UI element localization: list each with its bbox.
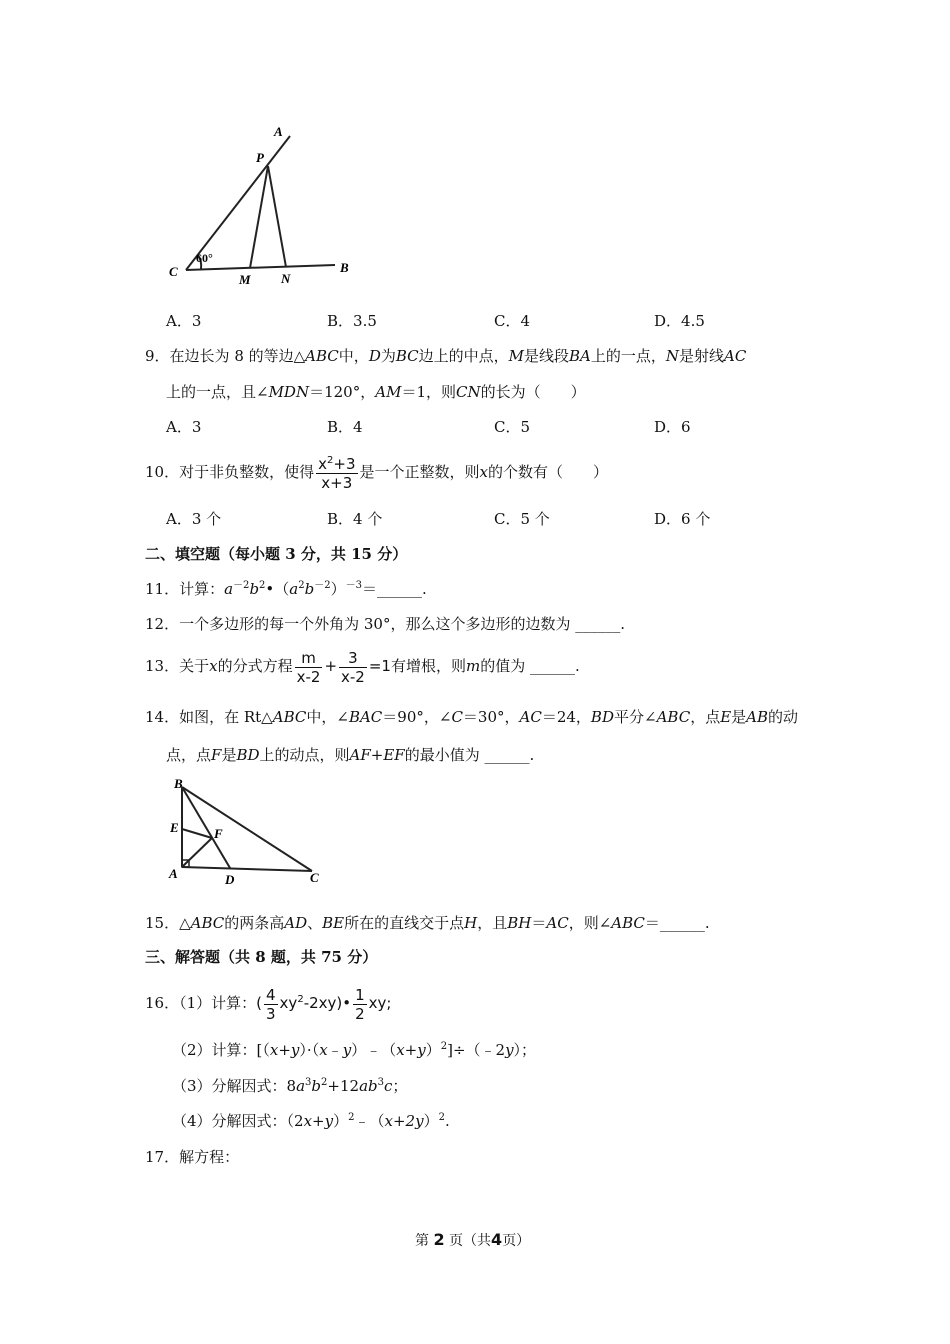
q16-var: x+y xyxy=(303,1112,334,1130)
line-cb xyxy=(186,265,335,270)
q10-num-rest: +3 xyxy=(333,454,356,473)
q16-sup: 3 xyxy=(377,1077,384,1088)
q16-text: （2）计算：[（ xyxy=(172,1041,270,1059)
label-c: C xyxy=(169,264,178,279)
q14-text: ＝30°， xyxy=(462,708,520,726)
q16-text: ）·（ xyxy=(299,1041,320,1059)
q10-var: x xyxy=(479,463,488,481)
q9-text: 为 xyxy=(380,347,396,365)
q10-frac-numerator xyxy=(316,455,357,474)
q13-plus: + xyxy=(324,657,338,675)
q13-var: x xyxy=(209,657,218,675)
q15-text: 所在的直线交于点 xyxy=(344,914,465,932)
q16-text: ]÷（﹣2 xyxy=(447,1041,506,1059)
q13-frac1-numerator: m xyxy=(295,649,323,668)
q9-number: 9． xyxy=(145,347,170,365)
q16-expr: -2xy xyxy=(303,994,337,1012)
q13-frac2-denominator: x-2 xyxy=(341,667,365,686)
q15-line xyxy=(145,913,710,933)
q13-var: m xyxy=(466,657,481,675)
q16-text: ； xyxy=(392,1077,408,1095)
q9-text: 是射线 xyxy=(679,347,725,365)
q15-var: H xyxy=(464,914,478,932)
q9-text: 上的一点，且∠ xyxy=(166,383,269,401)
q16-frac2-numerator: 1 xyxy=(355,985,365,1004)
q14-text: 是 xyxy=(221,746,237,764)
q16-sup: 2 xyxy=(348,1112,355,1123)
q11-line xyxy=(145,579,427,599)
q15-var: BH xyxy=(507,914,532,932)
q14-var: F xyxy=(211,746,222,764)
q11-sup: －2 xyxy=(314,580,331,591)
q9-text: 上的一点， xyxy=(590,347,666,365)
q9-var: AC xyxy=(724,347,747,365)
q8-option-d: D．4.5 xyxy=(654,312,705,330)
q9-text: 是线段 xyxy=(524,347,570,365)
q16-number: 16． xyxy=(145,994,180,1012)
q16-var: a xyxy=(296,1077,306,1095)
q8-option-a: A．3 xyxy=(166,312,202,330)
q10-text: 对于非负整数，使得 xyxy=(179,463,315,481)
q11-text: ＝______. xyxy=(361,580,427,598)
q16-paren: ( xyxy=(256,994,262,1012)
q14-text: 的最小值为 ______. xyxy=(404,746,535,764)
q16-var: c xyxy=(383,1077,393,1095)
q11-var: b xyxy=(304,580,315,598)
q9-var: D xyxy=(368,347,381,365)
footer-text: 页（共 xyxy=(449,1233,492,1249)
q14-line1 xyxy=(145,707,798,727)
q14-var: AF+EF xyxy=(349,746,405,764)
q16-text: ﹣（ xyxy=(354,1112,385,1130)
q13-text: 关于 xyxy=(179,657,210,675)
footer-page-number: 2 xyxy=(433,1230,445,1249)
q13-frac2-numerator: 3 xyxy=(339,649,367,668)
q16-text: （1）计算： xyxy=(179,994,257,1012)
q11-text: ） xyxy=(330,580,346,598)
q14-text: ，点 xyxy=(690,708,721,726)
q16-expr: xy; xyxy=(368,994,392,1012)
q10-option-b: B．4 个 xyxy=(327,510,383,528)
q16-fraction-1 xyxy=(264,986,278,1023)
q9-option-d: D．6 xyxy=(654,418,691,436)
q9-var: M xyxy=(508,347,525,365)
q15-var: ABC xyxy=(611,914,645,932)
label-a: A xyxy=(274,124,283,139)
q17-line xyxy=(145,1147,239,1167)
q15-text: 的两条高 xyxy=(224,914,285,932)
q15-var: AC xyxy=(546,914,569,932)
q14-var: BD xyxy=(236,746,260,764)
q13-number: 13． xyxy=(145,657,180,675)
q15-number: 15． xyxy=(145,914,180,932)
label-e: E xyxy=(170,820,179,835)
label-p: P xyxy=(256,150,264,165)
q16-part2 xyxy=(172,1040,536,1060)
q16-text: +12 xyxy=(327,1077,360,1095)
q12-text: 一个多边形的每一个外角为 30°，那么这个多边形的边数为 ______. xyxy=(179,615,625,633)
section-3-title: 三、解答题（共 8 题，共 75 分） xyxy=(145,948,378,966)
q9-var: CN xyxy=(455,383,481,401)
q16-fraction-2 xyxy=(353,986,367,1023)
q13-equals: =1 xyxy=(368,657,391,675)
q9-text: ＝120°， xyxy=(309,383,376,401)
side-bc xyxy=(182,787,312,871)
q14-var: E xyxy=(720,708,732,726)
q16-text: . xyxy=(444,1112,450,1130)
q16-paren: ) xyxy=(336,994,343,1012)
q13-text: 的值为 ______. xyxy=(480,657,580,675)
q9-var: ABC xyxy=(305,347,339,365)
q14-var: ABC xyxy=(656,708,691,726)
q9-text: 边上的中点， xyxy=(418,347,509,365)
label-angle: 60° xyxy=(196,251,213,265)
q14-text: 上的动点，则 xyxy=(259,746,350,764)
q13-fraction-2 xyxy=(339,649,367,686)
q16-dot: • xyxy=(342,994,352,1012)
q16-text: ） xyxy=(333,1112,349,1130)
q10-text: 是一个正整数，则 xyxy=(359,463,480,481)
q17-number: 17． xyxy=(145,1148,180,1166)
q16-var: x xyxy=(319,1041,328,1059)
q16-var: x+2y xyxy=(384,1112,424,1130)
segment-bd xyxy=(182,787,230,868)
q10-number: 10． xyxy=(145,463,180,481)
q10-fraction xyxy=(316,455,357,492)
q9-var: AM xyxy=(375,383,402,401)
q13-fraction-1 xyxy=(295,649,323,686)
q14-text: ＝90°，∠ xyxy=(382,708,452,726)
q16-frac2-denominator: 2 xyxy=(355,1004,365,1023)
q16-var: y xyxy=(342,1041,352,1059)
q15-text: ，则∠ xyxy=(568,914,612,932)
q14-var: BD xyxy=(590,708,614,726)
segment-af xyxy=(182,838,212,867)
q10-option-a: A．3 个 xyxy=(166,510,222,528)
q10-option-d: D．6 个 xyxy=(654,510,711,528)
q9-text: 中， xyxy=(338,347,369,365)
q16-part4 xyxy=(172,1111,450,1131)
q8-figure xyxy=(160,118,370,293)
footer-text: 第 xyxy=(415,1233,429,1249)
q15-var: AD xyxy=(284,914,308,932)
q10-option-c: C．5 个 xyxy=(494,510,550,528)
q14-var: AC xyxy=(519,708,542,726)
q15-text: ＝______. xyxy=(644,914,710,932)
side-ac xyxy=(182,867,312,871)
q11-var: a xyxy=(224,580,234,598)
q11-number: 11． xyxy=(145,580,180,598)
q9-option-a: A．3 xyxy=(166,418,202,436)
page-footer xyxy=(415,1230,530,1251)
segment-pm xyxy=(250,166,268,268)
label-d: D xyxy=(225,872,235,887)
q14-number: 14． xyxy=(145,708,180,726)
q11-sup: －3 xyxy=(345,580,362,591)
q9-option-b: B．4 xyxy=(327,418,363,436)
segment-pn xyxy=(268,166,286,267)
q16-text: （4）分解因式：（2 xyxy=(172,1112,304,1130)
q16-frac1-numerator: 4 xyxy=(266,985,276,1004)
q14-text: 如图，在 Rt△ xyxy=(179,708,273,726)
q14-var: AB xyxy=(746,708,769,726)
label-c: C xyxy=(310,870,319,885)
q10-num-sup: 2 xyxy=(327,454,334,466)
q16-var: x+y xyxy=(396,1041,426,1059)
q11-sup: －2 xyxy=(233,580,250,591)
q9-var: BA xyxy=(569,347,591,365)
q15-var: ABC xyxy=(190,914,225,932)
q15-text: ＝ xyxy=(531,914,547,932)
q15-text: 、 xyxy=(307,914,323,932)
q8-option-b: B．3.5 xyxy=(327,312,377,330)
q10-line xyxy=(145,452,608,492)
q9-text: ＝1，则 xyxy=(401,383,456,401)
q16-text: ﹣ xyxy=(327,1041,343,1059)
q10-frac-denominator: x+3 xyxy=(321,473,353,492)
footer-text: 页） xyxy=(502,1233,531,1249)
q9-line2 xyxy=(166,382,586,402)
q16-var: ab xyxy=(359,1077,378,1095)
q13-text: 的分式方程 xyxy=(217,657,293,675)
q16-text: ） xyxy=(423,1112,439,1130)
section-2-title: 二、填空题（每小题 3 分，共 15 分） xyxy=(145,545,408,563)
q11-var: a xyxy=(289,580,299,598)
q13-text: 有增根，则 xyxy=(390,657,466,675)
q16-var: x+y xyxy=(269,1041,300,1059)
q9-var: MDN xyxy=(268,383,310,401)
q11-text: •（ xyxy=(265,580,290,598)
q9-line1 xyxy=(145,346,746,366)
label-b: B xyxy=(174,776,183,791)
q16-expr: xy xyxy=(279,994,298,1012)
q16-sup: 2 xyxy=(440,1041,448,1052)
label-a: A xyxy=(169,866,178,881)
q14-line2 xyxy=(166,745,534,765)
q9-text: 在边长为 8 的等边△ xyxy=(169,347,306,365)
q16-var: b xyxy=(311,1077,322,1095)
label-b: B xyxy=(340,260,349,275)
q14-text: 是 xyxy=(731,708,747,726)
q16-part3 xyxy=(172,1076,407,1096)
q9-text: 的长为（ ） xyxy=(480,383,586,401)
q16-text: ）； xyxy=(513,1041,537,1059)
q15-text: ，且 xyxy=(477,914,508,932)
q12-line xyxy=(145,614,625,634)
q9-option-c: C．5 xyxy=(494,418,531,436)
q8-option-c: C．4 xyxy=(494,312,531,330)
q11-sup: 2 xyxy=(298,580,305,591)
q16-var: y xyxy=(505,1041,514,1059)
q15-text: △ xyxy=(179,914,191,932)
q14-var: BAC xyxy=(348,708,383,726)
label-n: N xyxy=(281,271,291,286)
q14-text: 平分∠ xyxy=(613,708,657,726)
q16-text: （3）分解因式：8 xyxy=(172,1077,297,1095)
q16-sup: 2 xyxy=(438,1112,445,1123)
label-f: F xyxy=(214,826,223,841)
q16-text: ） xyxy=(425,1041,441,1059)
q15-var: BE xyxy=(322,914,345,932)
q14-text: 点，点 xyxy=(166,746,212,764)
q10-num-x: x xyxy=(318,454,327,473)
q12-number: 12． xyxy=(145,615,180,633)
q14-text: 的动 xyxy=(768,708,799,726)
q16-frac1-denominator: 3 xyxy=(266,1004,276,1023)
q13-frac1-denominator: x-2 xyxy=(296,667,321,686)
q14-text: ＝24， xyxy=(541,708,591,726)
q14-var: ABC xyxy=(272,708,307,726)
q13-line xyxy=(145,646,580,686)
q11-sup: 2 xyxy=(259,580,266,591)
q16-sup: 2 xyxy=(321,1077,328,1088)
q10-text: 的个数有（ ） xyxy=(487,463,608,481)
q16-sup: 2 xyxy=(297,994,304,1005)
label-m: M xyxy=(239,272,251,287)
q16-sup: 3 xyxy=(305,1077,312,1088)
footer-total-pages: 4 xyxy=(491,1230,503,1249)
q9-var: N xyxy=(665,347,680,365)
q14-figure xyxy=(160,772,335,890)
q16-part1 xyxy=(145,983,391,1023)
q14-var: C xyxy=(451,708,463,726)
q16-text: ）﹣（ xyxy=(351,1041,397,1059)
q11-text: 计算： xyxy=(179,580,225,598)
q11-var: b xyxy=(249,580,260,598)
q9-var: BC xyxy=(395,347,419,365)
q17-text: 解方程： xyxy=(179,1148,240,1166)
q14-text: 中，∠ xyxy=(306,708,349,726)
